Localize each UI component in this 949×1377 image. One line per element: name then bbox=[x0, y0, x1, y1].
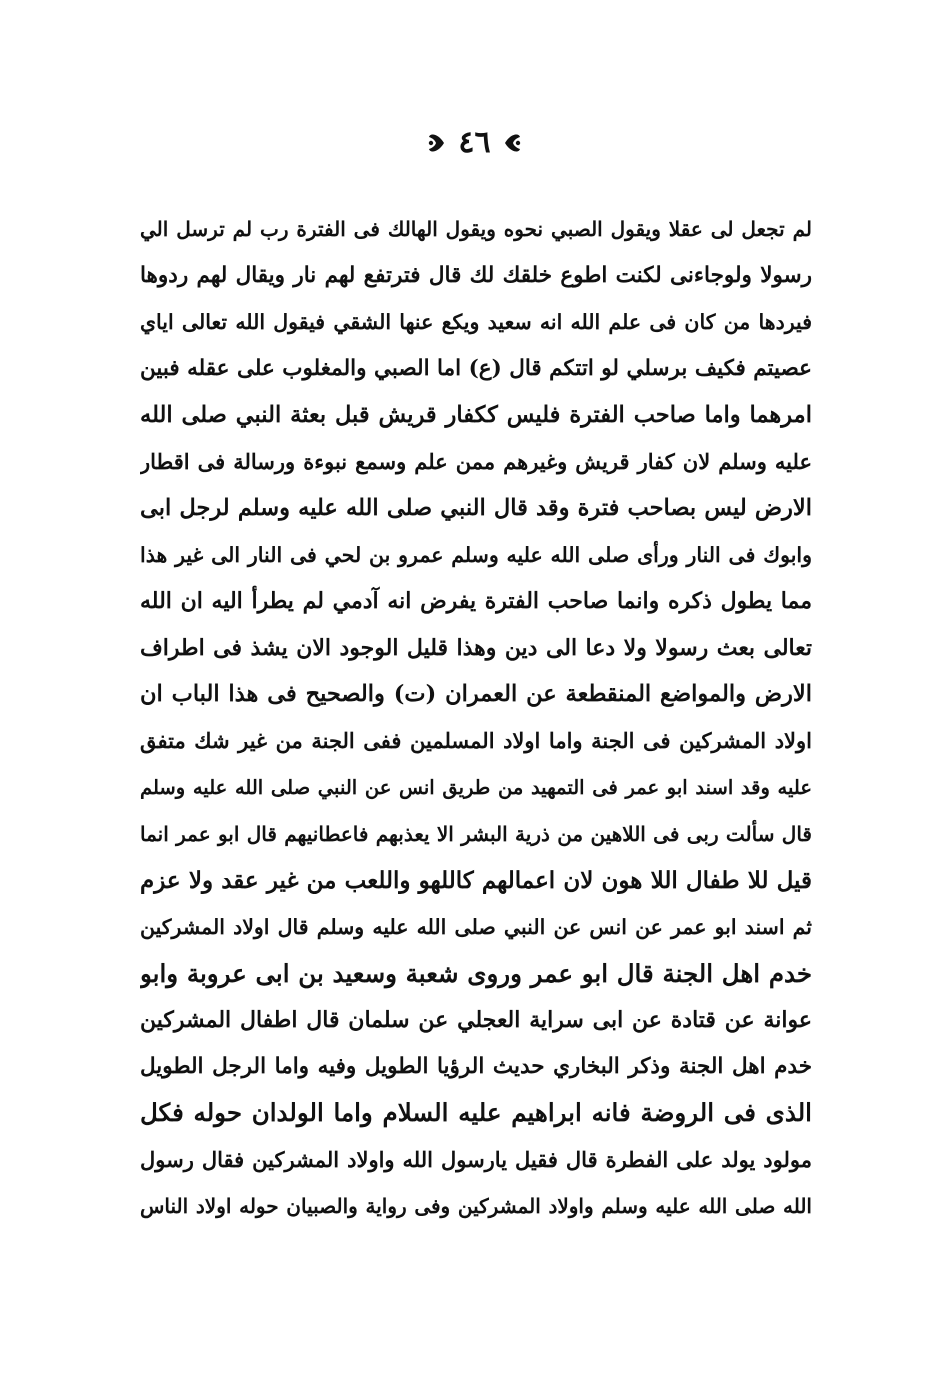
text-line: قال سألت ربى فى اللاهين من ذرية البشر الا يعذبهم فاعطانيهم قال ابو عمر انما bbox=[140, 822, 812, 847]
ornament-left-icon bbox=[426, 128, 448, 158]
text-line: الله صلى الله عليه وسلم واولاد المشركين وفى رواية والصبيان حوله اولاد الناس bbox=[140, 1194, 812, 1219]
text-line: عوانة عن قتادة عن ابى سراية العجلي عن سلمان قال اطفال المشركين bbox=[140, 1007, 812, 1034]
text-line: تعالى بعث رسولا ولا دعا الى دين وهذا قليل الوجود الان يشذ فى اطراف bbox=[140, 634, 812, 661]
text-line: وابوك فى النار ورأى صلى الله عليه وسلم عمرو بن لحي فى النار الى غير هذا bbox=[140, 542, 812, 567]
text-line: الارض ليس بصاحب فترة وقد قال النبي صلى الله عليه وسلم لرجل ابى bbox=[140, 495, 812, 522]
text-line: لم تجعل لى عقلا ويقول الصبي نحوه ويقول الهالك فى الفترة رب لم ترسل الي bbox=[140, 217, 812, 241]
body-text bbox=[140, 206, 812, 1230]
text-line: فيردها من كان فى علم الله انه سعيد ويكع عنها الشقي فيقول الله تعالى اياي bbox=[140, 310, 812, 335]
text-line: عليه وسلم لان كفار قريش وغيرهم ممن علم وسمع نبوءة ورسالة فى اقطار bbox=[140, 448, 812, 474]
text-line: خدم اهل الجنة قال ابو عمر وروى شعبة وسعيد بن ابى عروبة وابو bbox=[140, 958, 812, 988]
text-line: عليه وقد اسند ابو عمر فى التمهيد من طريق انس عن النبي صلى الله عليه وسلم bbox=[140, 775, 812, 799]
text-line: رسولا ولوجاءنى لكنت اطوع خلقك لك قال فترتفع لهم نار ويقال لهم ردوها bbox=[140, 262, 812, 288]
text-line: امرهما واما صاحب الفترة فليس ككفار قريش قبل بعثة النبي صلى الله bbox=[140, 402, 812, 429]
text-line: مما يطول ذكره وانما صاحب الفترة يفرض انه آدمي لم يطرأ اليه ان الله bbox=[140, 588, 812, 615]
ornament-right-icon bbox=[501, 128, 523, 158]
text-line: الذى فى الروضة فانه ابراهيم عليه السلام واما الولدان حوله فكل bbox=[140, 1098, 812, 1128]
text-line: خدم اهل الجنة وذكر البخاري حديث الرؤيا الطويل وفيه واما الرجل الطويل bbox=[140, 1053, 812, 1079]
page-header bbox=[0, 125, 949, 160]
text-line: قيل للا طفال اللا هون لان اعمالهم كاللهو واللعب من غير عقد ولا عزم bbox=[140, 866, 812, 894]
page-number: ٤٦ bbox=[458, 125, 491, 160]
text-line: اولاد المشركين فى الجنة واما اولاد المسلمين ففى الجنة من غير شك متفق bbox=[140, 728, 812, 754]
text-line: الارض والمواضع المنقطعة عن العمران (ت) والصحيح فى هذا الباب ان bbox=[140, 681, 812, 708]
text-line: مولود يولد على الفطرة قال فقيل يارسول الله واولاد المشركين فقال رسول bbox=[140, 1146, 812, 1172]
text-line: ثم اسند ابو عمر عن انس عن النبي صلى الله عليه وسلم قال اولاد المشركين bbox=[140, 915, 812, 940]
text-line: عصيتم فكيف برسلي لو اتتكم قال (ع) اما الصبي والمغلوب على عقله فبين bbox=[140, 355, 812, 381]
